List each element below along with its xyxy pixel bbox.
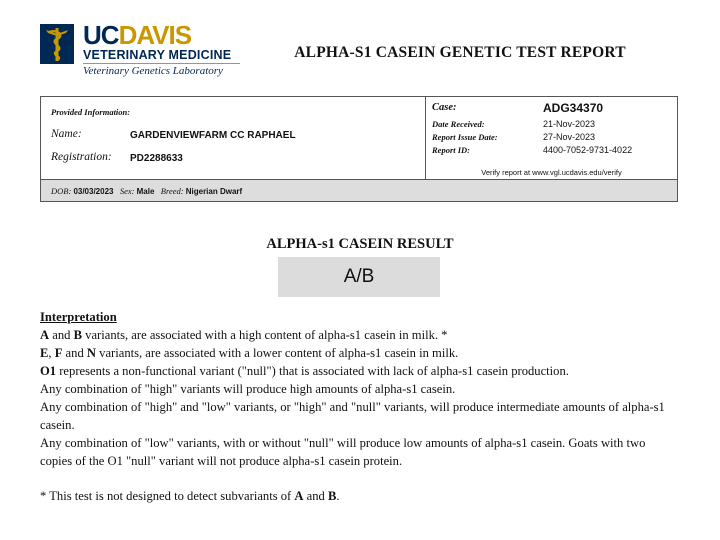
interp-line-4: Any combination of "high" variants will produce high amounts of alpha-s1 casein. xyxy=(40,382,456,396)
breed-label: Breed: xyxy=(160,186,184,196)
interp-line-high: A and B variants, are associated with a high content of alpha-s1 casein in milk. * xyxy=(40,328,448,342)
logo-vet-med: VETERINARY MEDICINE xyxy=(83,48,232,62)
report-id-value: 4400-7052-9731-4022 xyxy=(543,145,633,155)
case-info-panel xyxy=(426,97,677,180)
case-label: Case: xyxy=(432,102,457,113)
result-value: A/B xyxy=(278,257,440,297)
breed-value: Nigerian Dwarf xyxy=(185,187,243,196)
date-received-value: 21-Nov-2023 xyxy=(543,119,596,129)
subvariant-note: * This test is not designed to detect subvariants of A and B. xyxy=(40,489,340,503)
logo-wordmark: UCDAVIS xyxy=(83,20,192,50)
ucdavis-logo xyxy=(40,22,240,80)
provided-info-label: Provided Information: xyxy=(51,107,131,117)
provided-info-panel xyxy=(41,97,426,180)
name-label: Name: xyxy=(51,128,82,140)
info-box xyxy=(40,96,678,202)
result-title: ALPHA-s1 CASEIN RESULT xyxy=(266,236,454,252)
interp-line-low: E, F and N variants, are associated with a lower content of alpha-s1 casein in milk. xyxy=(40,346,459,360)
logo-lab-name: Veterinary Genetics Laboratory xyxy=(83,65,223,77)
registration-label: Registration: xyxy=(51,151,112,163)
interpretation-heading: Interpretation xyxy=(40,310,117,324)
verify-link[interactable]: Verify report at www.vgl.ucdavis.edu/verify xyxy=(481,168,622,177)
interp-line-null: O1 represents a non-functional variant ("null") that is associated with lack of alpha-s1 casein production. xyxy=(40,364,569,378)
report-title: ALPHA-S1 CASEIN GENETIC TEST REPORT xyxy=(294,44,626,61)
dob-label: DOB: xyxy=(51,186,72,196)
sex-value: Male xyxy=(136,187,155,196)
interp-line-6: Any combination of "low" variants, with or without "null" will produce low amounts of alpha-s1 casein. Goats with two copies of the O1 "null" variant will not produce alpha-s1 casein protein. xyxy=(40,436,646,468)
case-value: ADG34370 xyxy=(543,101,604,115)
interpretation-section xyxy=(40,308,680,505)
date-received-label: Date Received: xyxy=(432,119,485,129)
name-value: GARDENVIEWFARM CC RAPHAEL xyxy=(130,130,296,141)
report-issue-label: Report Issue Date: xyxy=(432,132,498,142)
report-id-label: Report ID: xyxy=(432,145,471,155)
report-issue-value: 27-Nov-2023 xyxy=(543,132,596,142)
registration-value: PD2288633 xyxy=(130,153,183,164)
animal-details xyxy=(51,186,242,196)
sex-label: Sex: xyxy=(119,186,135,196)
caduceus-shield-icon xyxy=(40,24,74,64)
interp-line-5: Any combination of "high" and "low" variants, or "high" and "null" variants, will produce intermediate amounts of alpha-s1 casein. xyxy=(40,400,665,432)
dob-value: 03/03/2023 xyxy=(73,187,114,196)
